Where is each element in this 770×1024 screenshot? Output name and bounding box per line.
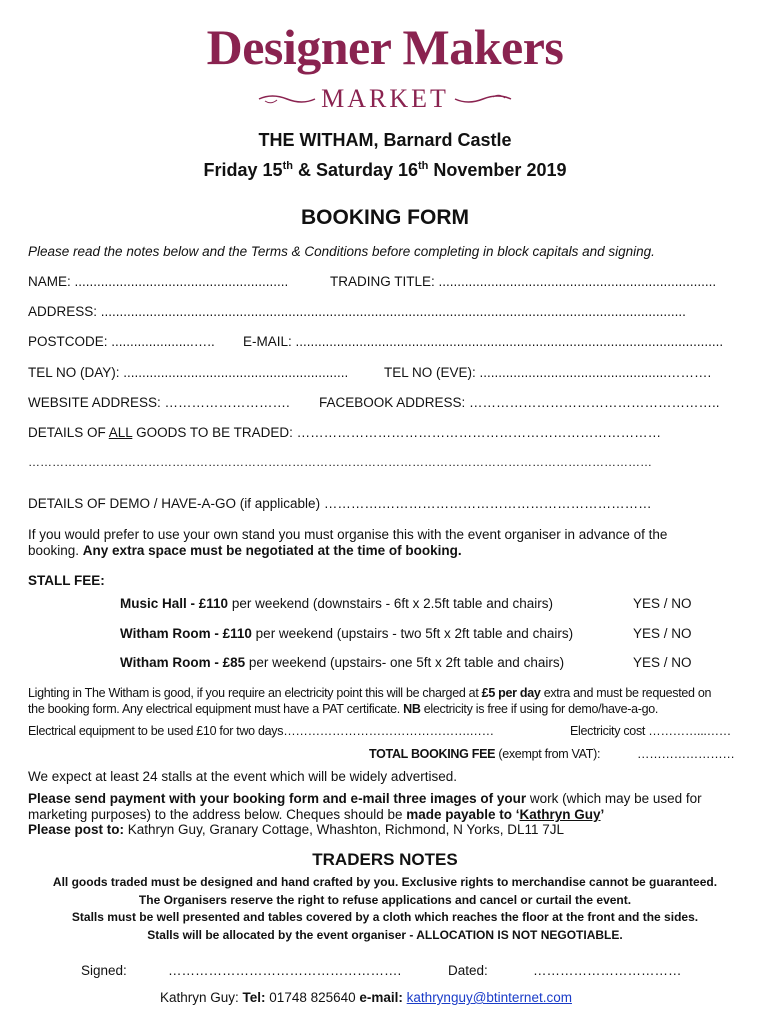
electricity-line-2 bbox=[28, 702, 658, 716]
own-stand-bold: Any extra space must be negotiated at the time of booking. bbox=[82, 543, 462, 558]
date-month: November 2019 bbox=[428, 160, 567, 180]
own-stand-text-2 bbox=[28, 543, 462, 559]
fee-choice-music-hall[interactable]: YES / NO bbox=[633, 596, 692, 611]
payment-line-3 bbox=[28, 822, 564, 838]
trading-title-field[interactable]: TRADING TITLE: .......................................................................... bbox=[330, 274, 717, 289]
payment-rest: work (which may be used for bbox=[526, 791, 702, 806]
stall-fee-heading: STALL FEE: bbox=[28, 573, 105, 588]
total-fee-bold: TOTAL BOOKING FEE bbox=[369, 747, 496, 761]
signed-label: Signed: bbox=[81, 963, 127, 978]
elec-text-2-post: electricity is free if using for demo/have-a-go. bbox=[420, 702, 659, 716]
electricity-line-1 bbox=[28, 686, 711, 700]
fee-row-desc: per weekend (downstairs - 6ft x 2.5ft table and chairs) bbox=[228, 596, 553, 611]
fee-row-music-hall bbox=[120, 596, 553, 611]
logo-title: Designer Makers bbox=[206, 19, 564, 75]
fee-row-desc: per weekend (upstairs- one 5ft x 2ft table and chairs) bbox=[245, 655, 565, 670]
contact-name: Kathryn Guy: bbox=[160, 990, 243, 1005]
tel-label: Tel: bbox=[242, 990, 266, 1005]
tel-number: 01748 825640 bbox=[265, 990, 360, 1005]
fee-row-desc: per weekend (upstairs - two 5ft x 2ft table and chairs) bbox=[251, 626, 574, 641]
elec-text-post: extra and must be requested on bbox=[540, 686, 712, 700]
own-stand-pre: booking. bbox=[28, 543, 83, 558]
tel-eve-field[interactable]: TEL NO (EVE): ..................................................………. bbox=[384, 365, 712, 380]
fee-row-title: Witham Room - £110 bbox=[120, 626, 252, 641]
goods-label-post: GOODS TO BE TRADED: ……………………………………………………………………… bbox=[132, 425, 662, 440]
goods-label-all: ALL bbox=[108, 425, 133, 440]
email-field[interactable]: E-MAIL: .................................................................................................................. bbox=[243, 334, 724, 349]
payment-quote-end: ’ bbox=[600, 807, 605, 822]
intro-text: Please read the notes below and the Terms & Conditions before completing in block capitals and signing. bbox=[28, 244, 655, 259]
email-label: e-mail: bbox=[359, 990, 403, 1005]
elec-price: £5 per day bbox=[481, 686, 541, 700]
goods-field-line2[interactable]: ………………………………………………………………………………………………………………………………………… bbox=[28, 455, 652, 469]
total-fee-rest: (exempt from VAT): bbox=[495, 747, 601, 761]
right-swirl-ornament bbox=[453, 92, 513, 106]
fee-choice-witham-110[interactable]: YES / NO bbox=[633, 626, 692, 641]
date-day2: & Saturday 16 bbox=[292, 160, 419, 180]
postcode-field[interactable]: POSTCODE: ......................….. bbox=[28, 334, 215, 349]
note-line-3: Stalls must be well presented and tables covered by a cloth which reaches the floor at the front and the sides. bbox=[71, 910, 699, 924]
signed-field[interactable]: ……………………………………………. bbox=[168, 963, 402, 978]
total-booking-fee-field[interactable]: …………………… bbox=[637, 747, 735, 761]
stalls-note: We expect at least 24 stalls at the event which will be widely advertised. bbox=[28, 769, 457, 784]
elec-text-2: the booking form. Any electrical equipment must have a PAT certificate. bbox=[28, 702, 404, 716]
payment-bold: Please send payment with your booking form and e-mail three images of your bbox=[28, 791, 527, 806]
email-link[interactable]: kathrynguy@btinternet.com bbox=[406, 990, 572, 1005]
fee-choice-witham-85[interactable]: YES / NO bbox=[633, 655, 692, 670]
total-booking-fee-label bbox=[369, 747, 600, 761]
left-swirl-ornament bbox=[257, 92, 317, 106]
payee-name: Kathryn Guy bbox=[519, 807, 601, 822]
note-line-4: Stalls will be allocated by the event organiser - ALLOCATION IS NOT NEGOTIABLE. bbox=[147, 928, 623, 942]
address-field[interactable]: ADDRESS: ............................................................................................................................................................ bbox=[28, 304, 686, 319]
payment-payable: made payable to ‘ bbox=[406, 807, 520, 822]
elec-nb: NB bbox=[403, 702, 421, 716]
electricity-cost-field[interactable]: Electricity cost …………...…… bbox=[570, 724, 731, 738]
website-field[interactable]: WEBSITE ADDRESS: ………………………. bbox=[28, 395, 290, 410]
electrical-equipment-field[interactable]: Electrical equipment to be used £10 for two days……………………………………….…… bbox=[28, 724, 494, 738]
fee-row-title: Witham Room - £85 bbox=[120, 655, 246, 670]
traders-notes-title: TRADERS NOTES bbox=[312, 850, 458, 869]
page-title: BOOKING FORM bbox=[301, 206, 469, 229]
dated-field[interactable]: …………………………… bbox=[533, 963, 682, 978]
elec-text: Lighting in The Witham is good, if you require an electricity point this will be charged at bbox=[28, 686, 482, 700]
date-sup1: th bbox=[282, 160, 293, 172]
tel-day-field[interactable]: TEL NO (DAY): ............................................................ bbox=[28, 365, 349, 380]
facebook-field[interactable]: FACEBOOK ADDRESS: ……………………………………………….. bbox=[319, 395, 720, 410]
goods-label-pre: DETAILS OF bbox=[28, 425, 109, 440]
payment-line-1 bbox=[28, 791, 702, 807]
note-line-2: The Organisers reserve the right to refuse applications and cancel or curtail the event. bbox=[138, 893, 632, 907]
post-address: Kathryn Guy, Granary Cottage, Whashton, Richmond, N Yorks, DL11 7JL bbox=[124, 822, 564, 837]
demo-field[interactable]: DETAILS OF DEMO / HAVE-A-GO (if applicable) ………….…………………………………………………… bbox=[28, 496, 652, 511]
event-dates bbox=[0, 160, 770, 181]
post-to-label: Please post to: bbox=[28, 822, 125, 837]
payment-line-2 bbox=[28, 807, 604, 823]
own-stand-text: If you would prefer to use your own stand you must organise this with the event organiser in advance of the bbox=[28, 527, 668, 542]
fee-row-witham-85 bbox=[120, 655, 564, 670]
logo-market-text: MARKET bbox=[321, 84, 449, 113]
fee-row-witham-110 bbox=[120, 626, 573, 641]
fee-row-title: Music Hall - £110 bbox=[120, 596, 229, 611]
contact-line bbox=[160, 990, 572, 1005]
logo-subtitle bbox=[0, 84, 770, 114]
date-day1: Friday 15 bbox=[203, 160, 283, 180]
name-field[interactable]: NAME: ......................................................... bbox=[28, 274, 289, 289]
dated-label: Dated: bbox=[448, 963, 488, 978]
payment-pre: marketing purposes) to the address below. Cheques should be bbox=[28, 807, 407, 822]
venue-heading: THE WITHAM, Barnard Castle bbox=[258, 130, 512, 150]
note-line-1: All goods traded must be designed and hand crafted by you. Exclusive rights to merchandise cannot be guaranteed. bbox=[52, 875, 718, 889]
goods-field[interactable] bbox=[28, 425, 661, 440]
date-sup2: th bbox=[418, 160, 429, 172]
